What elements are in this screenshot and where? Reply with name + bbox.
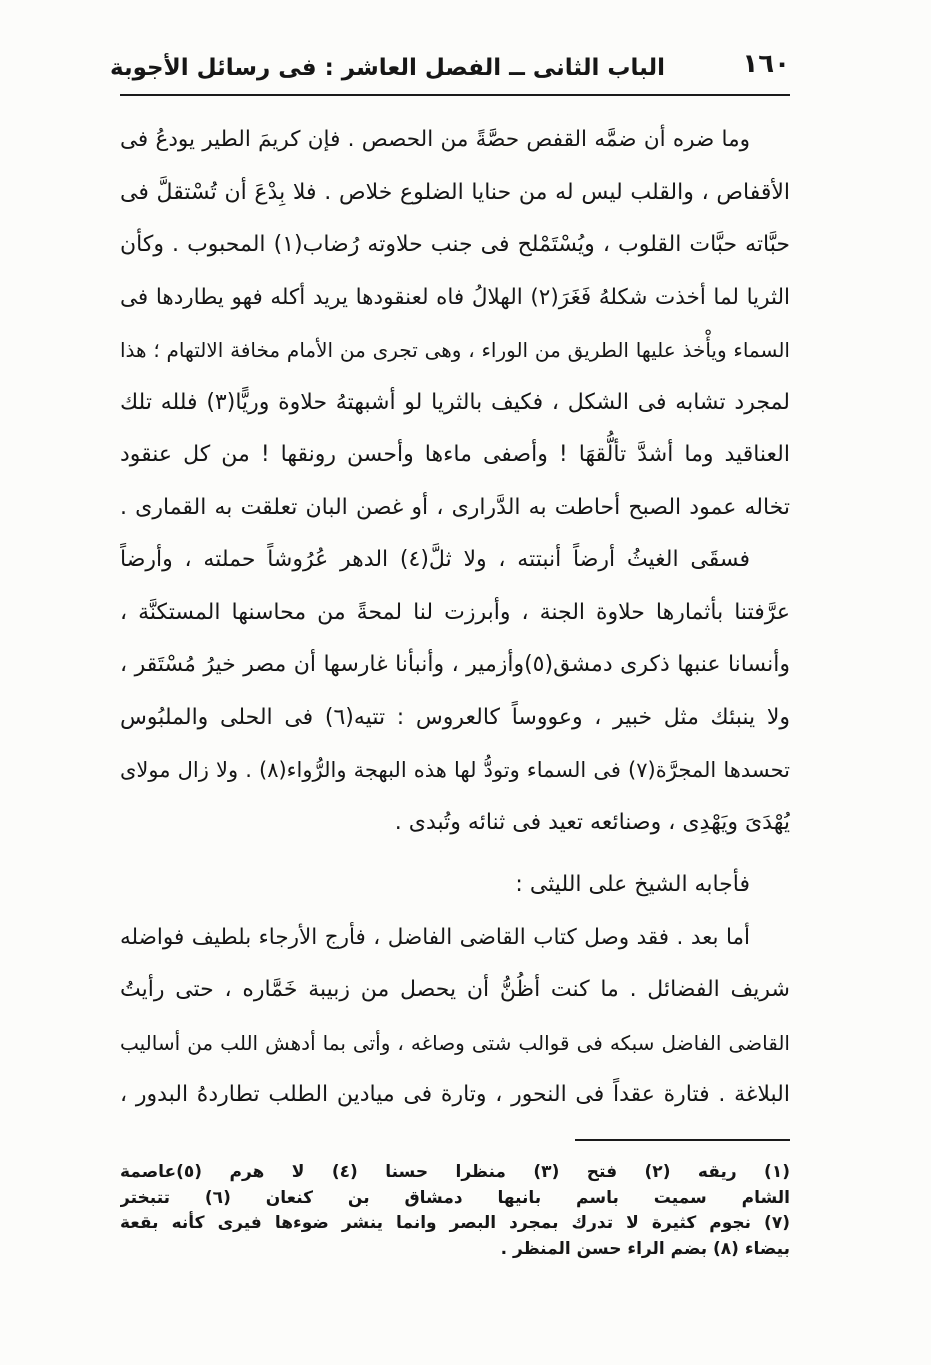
text-line: شريف الفضائل . ما كنت أظُنُّ أن يحصل من زبيبة خَمَّاره ، حتى رأيتُ — [120, 977, 790, 1002]
paragraph-2 — [120, 534, 790, 849]
text-line: الأقفاص ، والقلب ليس له من حنايا الضلوع خلاص . فلا بِدْعَ أن تُسْتقلَّ فى — [120, 179, 790, 205]
text-line: القاضى الفاضل سبكه فى قوالب شتى وصاغه ، وأتى بما أدهش اللب من أساليب — [120, 1030, 790, 1055]
text-line: وما ضره أن ضمَّه القفص حصَّةً من الحصص . فإن كريمَ الطير يودعُ فى — [120, 127, 750, 152]
page-number: ١٦٠ — [742, 49, 790, 79]
paragraph-3 — [120, 859, 790, 912]
footnote-line: الشام سميت باسم بانيها دمشاق بن كنعان (٦) تتبختر — [120, 1187, 790, 1208]
text-line: ولا ينبئك مثل خبير ، وعووساً كالعروس : تتيه(٦) فى الحلى والملبُوس — [120, 704, 790, 730]
paragraph-4 — [120, 912, 790, 1122]
text-line: يُهْدَىَ ويَهْدِى ، وصنائعه تعيد فى ثنائه وتُبدى . — [394, 809, 790, 835]
text-line: الثريا لما أخذت شكلهُ فَغَرَ(٢) الهلالُ فاه لعنقودها يريد أكله فهو يطاردها فى — [120, 284, 790, 310]
text-line: السماء ويأْخذ عليها الطريق من الوراء ، وهى تجرى من الأمام مخافة الالتهام ؛ هذا — [120, 338, 790, 362]
text-line: عرَّفتنا بأثمارها حلاوة الجنة ، وأبرزت لنا لمحةً من محاسنها المستكنَّة ، — [120, 599, 790, 625]
header-rule — [120, 94, 790, 96]
text-line: لمجرد تشابه فى الشكل ، فكيف بالثريا لو أشبهتهُ حلاوة وريًّا(٣) فلله تلك — [120, 389, 790, 415]
text-line: وأنسانا عنبها ذكرى دمشق(٥)وأزمير ، وأنبأنا غارسها أن مصر خيرُ مُسْتَقر ، — [120, 652, 790, 677]
footnote-line: (٧) نجوم كثيرة لا تدرك بمجرد البصر وانما ينشر ضوءها فيرى كأنه بقعة — [120, 1213, 790, 1233]
text-line: أما بعد . فقد وصل كتاب القاضى الفاضل ، فأرج الأرجاء بلطيف فواضله — [120, 924, 750, 950]
text-line: فأجابه الشيخ على الليثى : — [515, 872, 750, 897]
footnote-line: بيضاء (٨) بضم الراء حسن المنظر . — [500, 1238, 790, 1259]
text-column — [120, 114, 790, 1122]
text-line: العناقيد وما أشدَّ تألُّقهَا ! وأصفى ماءها وأحسن رونقها ! من كل عنقود — [120, 442, 790, 467]
text-line: فسقَى الغيثُ أرضاً أنبتته ، ولا ثلَّ(٤) الدهر عُرُوشاً حملته ، وأرضاً — [120, 547, 750, 572]
running-head: الباب الثانى ــ الفصل العاشر : فى رسائل الأجوبة — [110, 55, 665, 81]
text-line: حبَّاته حبَّات القلوب ، ويُسْتَمْلح فى جنب حلاوته رُضاب(١) المحبوب . وكأن — [120, 232, 790, 257]
text-line: تحسدها المجرَّة(٧) فى السماء وتودُّ لها هذه البهجة والرُّواء(٨) . ولا زال مولاى — [120, 758, 790, 782]
footnote-line: (١) ريقه (٢) فتح (٣) منظرا حسنا (٤) لا هرم (٥)عاصمة — [120, 1162, 790, 1182]
footnote-rule — [575, 1139, 790, 1141]
text-line: تخاله عمود الصبح أحاطت به الدَّرارى ، أو غصن البان تعلقت به القمارى . — [120, 494, 790, 520]
footnotes — [120, 1160, 790, 1262]
text-line: البلاغة . فتارة عقداً فى النحور ، وتارة فى ميادين الطلب تطاردهُ البدور ، — [120, 1082, 790, 1107]
paragraph-1 — [120, 114, 790, 534]
